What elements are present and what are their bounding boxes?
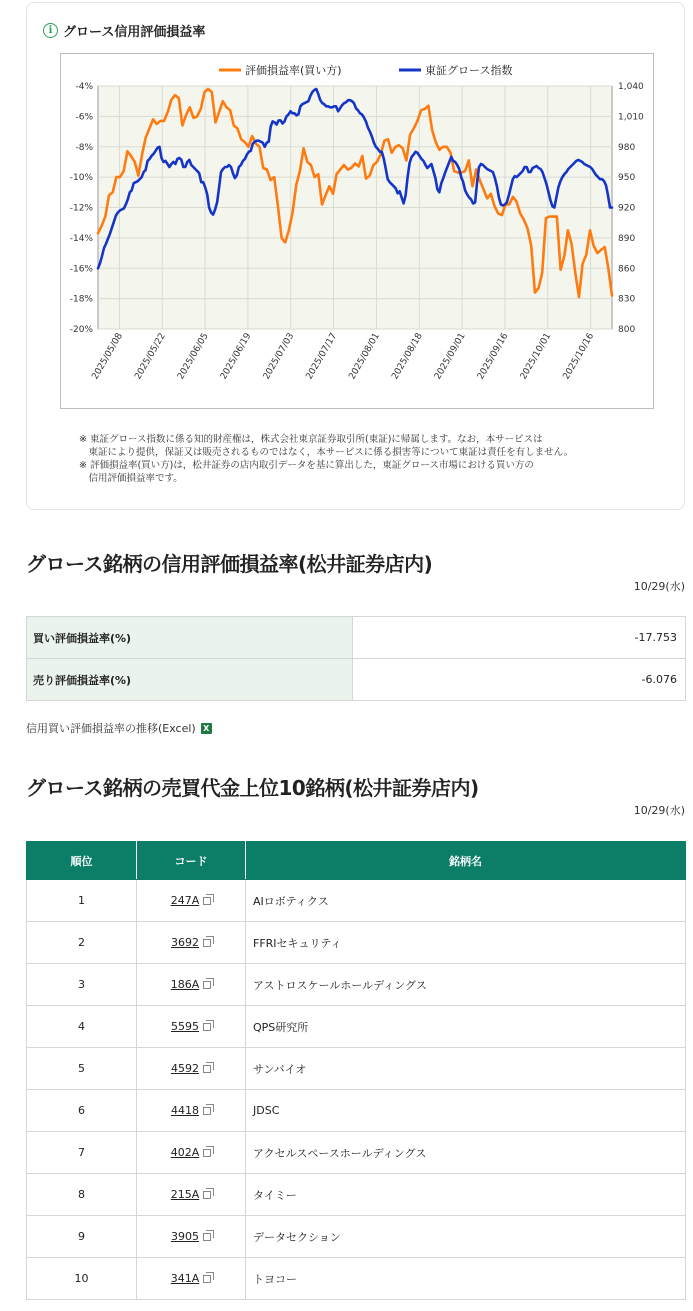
rank-cell: 5 — [27, 1048, 137, 1090]
rank-cell: 1 — [27, 880, 137, 922]
card-title: グロース信用評価損益率 — [63, 25, 206, 40]
chart-notes — [79, 433, 573, 485]
buy-ratio-value: -17.753 — [352, 617, 685, 659]
stock-name-cell: AIロボティクス — [246, 880, 686, 922]
header-rank: 順位 — [27, 842, 137, 880]
table-row — [27, 1216, 686, 1258]
copy-icon[interactable] — [203, 897, 211, 905]
stock-code-link[interactable]: 5595 — [171, 1020, 199, 1033]
table-row — [27, 1090, 686, 1132]
ratio-row-sell — [27, 659, 686, 701]
stock-name-cell: アクセルスペースホールディングス — [246, 1132, 686, 1174]
table-row — [27, 964, 686, 1006]
y-right-tick-label: 920 — [618, 203, 636, 214]
copy-icon[interactable] — [203, 981, 211, 989]
y-right-tick-label: 800 — [618, 325, 636, 335]
stock-code-link[interactable]: 4592 — [171, 1062, 199, 1075]
buy-ratio-label: 買い評価損益率(%) — [27, 617, 353, 659]
table-row — [27, 1258, 686, 1300]
stock-code-link[interactable]: 3905 — [171, 1230, 199, 1243]
ratio-row-buy — [27, 617, 686, 659]
y-left-tick-label: -12% — [69, 203, 93, 214]
stock-code-link[interactable]: 402A — [170, 1146, 200, 1159]
note-line-3: ※ 評価損益率(買い方)は，松井証券の店内取引データを基に算出した，東証グロース市場における買い方の — [79, 460, 534, 471]
header-name: 銘柄名 — [246, 842, 686, 880]
table-row — [27, 1174, 686, 1216]
line-chart — [61, 54, 653, 408]
excel-link-label[interactable]: 信用買い評価損益率の推移(Excel) — [26, 722, 196, 735]
x-tick-label: 2025/05/08 — [90, 331, 126, 382]
code-cell — [137, 1258, 246, 1300]
rank-cell: 8 — [27, 1174, 137, 1216]
ranking-body — [27, 880, 686, 1300]
code-cell — [137, 1006, 246, 1048]
stock-name-cell: データセクション — [246, 1216, 686, 1258]
x-tick-label: 2025/10/01 — [518, 331, 554, 382]
stock-name-cell: タイミー — [246, 1174, 686, 1216]
table-row — [27, 1048, 686, 1090]
stock-code-link[interactable]: 341A — [170, 1272, 200, 1285]
rank-cell: 10 — [27, 1258, 137, 1300]
rank-cell: 9 — [27, 1216, 137, 1258]
y-left-tick-label: -14% — [69, 233, 93, 244]
y-left-tick-label: -8% — [75, 142, 93, 153]
stock-code-link[interactable]: 186A — [170, 978, 200, 991]
y-left-tick-label: -6% — [75, 112, 93, 123]
y-left-tick-label: -16% — [69, 264, 93, 275]
stock-name-cell: FFRIセキュリティ — [246, 922, 686, 964]
excel-download-link[interactable] — [26, 720, 212, 736]
rank-cell: 7 — [27, 1132, 137, 1174]
ranking-header-row — [27, 842, 686, 880]
stock-name-cell: トヨコー — [246, 1258, 686, 1300]
stock-code-link[interactable]: 215A — [170, 1188, 200, 1201]
table-row — [27, 1006, 686, 1048]
section2-title: グロース銘柄の売買代金上位10銘柄(松井証券店内) — [26, 776, 479, 800]
x-tick-label: 2025/08/01 — [347, 331, 383, 382]
rank-cell: 2 — [27, 922, 137, 964]
table-row — [27, 922, 686, 964]
y-right-tick-label: 830 — [618, 294, 636, 305]
section1-date: 10/29(水) — [633, 580, 685, 593]
x-tick-label: 2025/09/16 — [475, 331, 511, 382]
rank-cell: 3 — [27, 964, 137, 1006]
copy-icon[interactable] — [203, 1149, 211, 1157]
copy-icon[interactable] — [203, 1191, 211, 1199]
ratio-table — [26, 616, 686, 701]
y-left-tick-label: -18% — [69, 294, 93, 305]
x-tick-label: 2025/05/22 — [133, 331, 168, 382]
card-header — [43, 21, 205, 40]
copy-icon[interactable] — [203, 939, 211, 947]
sell-ratio-value: -6.076 — [352, 659, 685, 701]
x-tick-label: 2025/10/16 — [561, 331, 597, 382]
copy-icon[interactable] — [203, 1023, 211, 1031]
stock-name-cell: アストロスケールホールディングス — [246, 964, 686, 1006]
x-tick-label: 2025/08/18 — [390, 331, 425, 382]
y-right-tick-label: 1,040 — [618, 82, 644, 92]
info-icon[interactable]: i — [43, 23, 58, 38]
excel-icon[interactable]: X — [201, 723, 212, 734]
y-right-tick-label: 890 — [618, 233, 636, 244]
note-line-4: 信用評価損益率です。 — [79, 473, 183, 484]
code-cell — [137, 1090, 246, 1132]
stock-name-cell: QPS研究所 — [246, 1006, 686, 1048]
y-right-tick-label: 980 — [618, 142, 636, 153]
y-left-tick-label: -20% — [69, 325, 93, 335]
table-row — [27, 880, 686, 922]
copy-icon[interactable] — [203, 1233, 211, 1241]
section2-date: 10/29(水) — [633, 804, 685, 817]
ranking-table — [26, 841, 686, 1300]
x-tick-label: 2025/06/05 — [176, 331, 211, 382]
y-left-tick-label: -10% — [69, 173, 93, 184]
code-cell — [137, 922, 246, 964]
stock-code-link[interactable]: 247A — [170, 894, 200, 907]
y-left-tick-label: -4% — [75, 82, 93, 92]
code-cell — [137, 964, 246, 1006]
x-tick-label: 2025/09/01 — [433, 331, 468, 382]
stock-code-link[interactable]: 4418 — [171, 1104, 199, 1117]
copy-icon[interactable] — [203, 1065, 211, 1073]
note-line-2: 東証により提供，保証又は販売されるものではなく，本サービスに係る損害等について東証は責任を有しません。 — [79, 447, 574, 458]
stock-name-cell: サンバイオ — [246, 1048, 686, 1090]
x-tick-label: 2025/07/17 — [304, 331, 340, 382]
y-right-tick-label: 1,010 — [618, 112, 644, 123]
code-cell — [137, 1132, 246, 1174]
rank-cell: 6 — [27, 1090, 137, 1132]
y-right-tick-label: 860 — [618, 264, 636, 275]
section1-title: グロース銘柄の信用評価損益率(松井証券店内) — [26, 552, 433, 576]
copy-icon[interactable] — [203, 1107, 211, 1115]
table-row — [27, 1132, 686, 1174]
stock-code-link[interactable]: 3692 — [171, 936, 199, 949]
legend-label-1: 評価損益率(買い方) — [245, 64, 342, 77]
y-right-tick-label: 950 — [618, 173, 636, 184]
x-tick-label: 2025/07/03 — [261, 331, 297, 382]
chart-container — [60, 53, 654, 409]
code-cell — [137, 1216, 246, 1258]
growth-margin-card — [26, 2, 685, 510]
code-cell — [137, 1174, 246, 1216]
note-line-1: ※ 東証グロース指数に係る知的財産権は，株式会社東京証券取引所(東証)に帰属します。なお，本サービスは — [79, 434, 543, 445]
stock-name-cell: JDSC — [246, 1090, 686, 1132]
header-code: コード — [137, 842, 246, 880]
code-cell — [137, 880, 246, 922]
legend-label-2: 東証グロース指数 — [425, 64, 513, 77]
code-cell — [137, 1048, 246, 1090]
rank-cell: 4 — [27, 1006, 137, 1048]
sell-ratio-label: 売り評価損益率(%) — [27, 659, 353, 701]
copy-icon[interactable] — [203, 1275, 211, 1283]
x-tick-label: 2025/06/19 — [218, 331, 254, 382]
